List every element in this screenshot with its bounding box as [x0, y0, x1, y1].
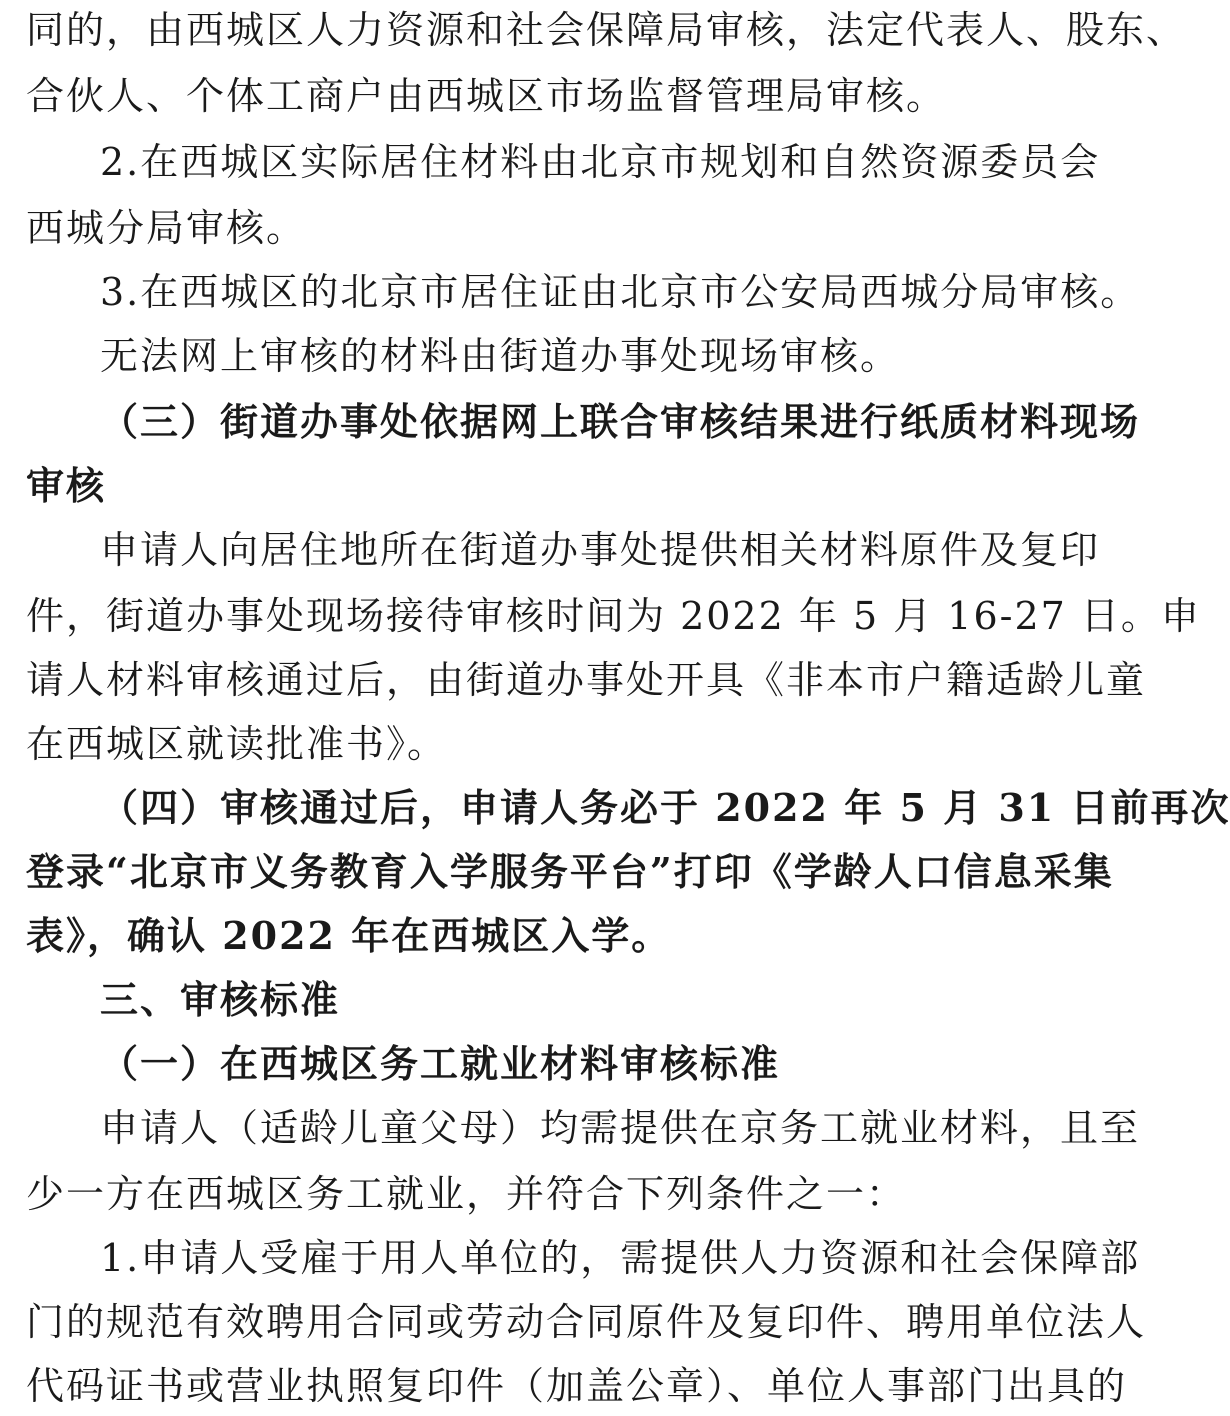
list-item-line: 2.在西城区实际居住材料由北京市规划和自然资源委员会: [100, 140, 1101, 184]
subheading-line: 登录“北京市义务教育入学服务平台”打印《学龄人口信息采集: [26, 849, 1114, 894]
paragraph-line: 合伙人、个体工商户由西城区市场监督管理局审核。: [26, 74, 947, 118]
paragraph-line: 同的，由西城区人力资源和社会保障局审核，法定代表人、股东、: [26, 8, 1187, 52]
paragraph-line: 在西城区就读批准书》。: [26, 722, 448, 766]
paragraph-line: 门的规范有效聘用合同或劳动合同原件及复印件、聘用单位法人: [26, 1300, 1147, 1344]
paragraph-line: 申请人向居住地所在街道办事处提供相关材料原件及复印: [100, 528, 1101, 572]
subheading-line: （一）在西城区务工就业材料审核标准: [100, 1041, 781, 1086]
subheading-line: （四）审核通过后，申请人务必于 2022 年 5 月 31 日前再次: [100, 785, 1230, 830]
subheading-line: （三）街道办事处依据网上联合审核结果进行纸质材料现场: [100, 399, 1141, 444]
paragraph-line: 代码证书或营业执照复印件（加盖公章）、单位人事部门出具的: [26, 1364, 1128, 1408]
subheading-line: 表》，确认 2022 年在西城区入学。: [26, 913, 672, 958]
list-item-line: 3.在西城区的北京市居住证由北京市公安局西城分局审核。: [100, 270, 1141, 314]
paragraph-line: 件，街道办事处现场接待审核时间为 2022 年 5 月 16-27 日。申: [26, 594, 1201, 638]
paragraph-line: 少一方在西城区务工就业，并符合下列条件之一：: [26, 1172, 907, 1216]
paragraph-line: 西城分局审核。: [26, 206, 307, 250]
paragraph-line: 申请人（适龄儿童父母）均需提供在京务工就业材料，且至: [100, 1106, 1141, 1150]
paragraph-line: 无法网上审核的材料由街道办事处现场审核。: [100, 334, 901, 378]
list-item-line: 1.申请人受雇于用人单位的，需提供人力资源和社会保障部: [100, 1236, 1141, 1280]
subheading-line: 审核: [26, 463, 107, 508]
section-heading: 三、审核标准: [100, 978, 341, 1022]
paragraph-line: 请人材料审核通过后，由街道办事处开具《非本市户籍适龄儿童: [26, 658, 1147, 702]
